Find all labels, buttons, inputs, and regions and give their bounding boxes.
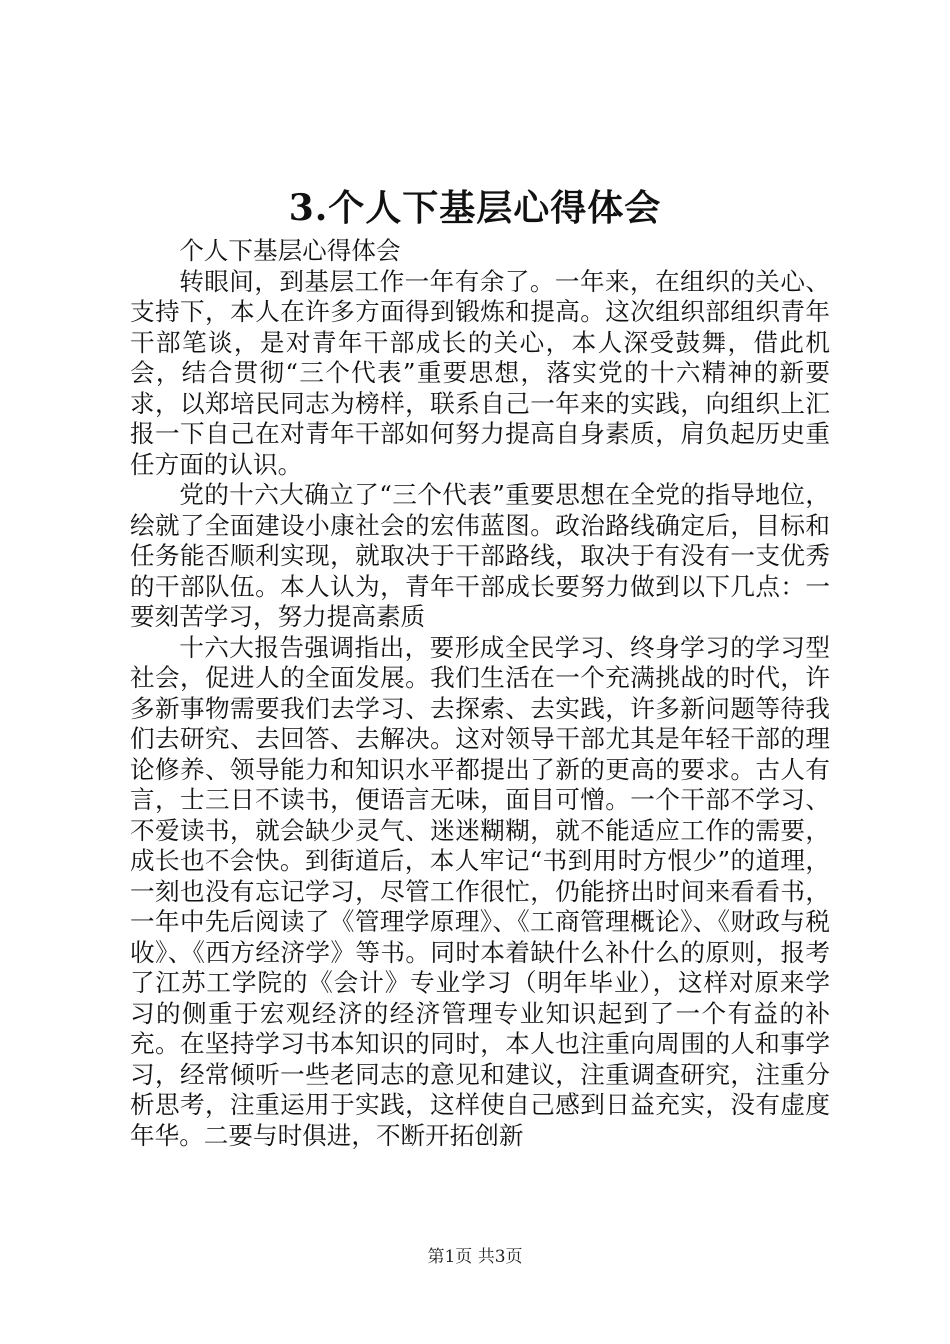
page-footer: 第1页 共3页 [427,1247,523,1267]
document-body [130,236,830,1151]
body-paragraph: 党的十六大确立了“三个代表”重要思想在全党的指导地位，绘就了全面建设小康社会的宏伟蓝图。政治路线确定后，目标和任务能否顺利实现，就取决于干部路线，取决于有没有一支优秀的干部队伍。本人认为，青年干部成长要努力做到以下几点：一要刻苦学习，努力提高素质 [130,480,830,631]
document-title: 3.个人下基层心得体会 [288,187,662,229]
body-paragraph: 十六大报告强调指出，要形成全民学习、终身学习的学习型社会，促进人的全面发展。我们生活在一个充满挑战的时代，许多新事物需要我们去学习、去探索、去实践，许多新问题等待我们去研究、去回答、去解决。这对领导干部尤其是年轻干部的理论修养、领导能力和知识水平都提出了新的更高的要求。古人有言，士三日不读书，便语言无味，面目可憎。一个干部不学习、不爱读书，就会缺少灵气、迷迷糊糊，就不能适应工作的需要，成长也不会快。到街道后，本人牢记“书到用时方恨少”的道理，一刻也没有忘记学习，尽管工作很忙，仍能挤出时间来看看书，一年中先后阅读了《管理学原理》、《工商管理概论》、《财政与税收》、《西方经济学》等书。同时本着缺什么补什么的原则，报考了江苏工学院的《会计》专业学习（明年毕业），这样对原来学习的侧重于宏观经济的经济管理专业知识起到了一个有益的补充。在坚持学习书本知识的同时，本人也注重向周围的人和事学习，经常倾听一些老同志的意见和建议，注重调查研究，注重分析思考，注重运用于实践，这样使自己感到日益充实，没有虚度年华。二要与时俱进，不断开拓创新 [130,632,830,1150]
body-paragraph: 转眼间，到基层工作一年有余了。一年来，在组织的关心、支持下，本人在许多方面得到锻炼和提高。这次组织部组织青年干部笔谈，是对青年干部成长的关心，本人深受鼓舞，借此机会，结合贯彻“三个代表”重要思想，落实党的十六精神的新要求，以郑培民同志为榜样，联系自己一年来的实践，向组织上汇报一下自己在对青年干部如何努力提高自身素质，肩负起历史重任方面的认识。 [130,266,830,479]
subtitle-paragraph: 个人下基层心得体会 [179,236,401,265]
